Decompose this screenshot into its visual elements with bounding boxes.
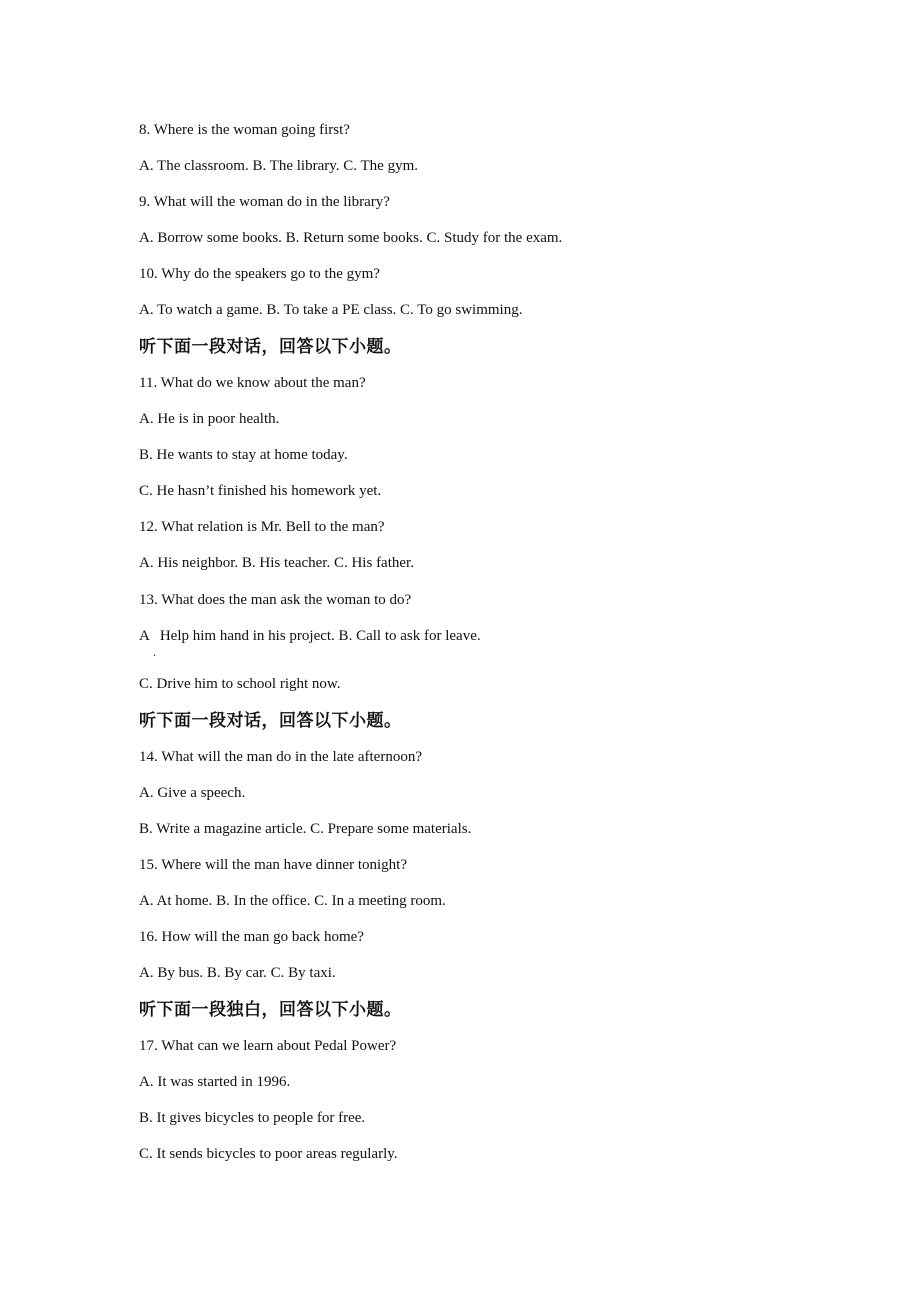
question-13-option-c: C. Drive him to school right now. — [139, 676, 341, 692]
question-14: 14. What will the man do in the late afternoon? — [139, 749, 422, 765]
question-17: 17. What can we learn about Pedal Power? — [139, 1038, 397, 1054]
section-heading-monologue: 听下面一段独白，回答以下小题。 — [139, 1000, 402, 1020]
stray-period-mark: . — [153, 645, 156, 659]
question-11: 11. What do we know about the man? — [139, 375, 366, 391]
question-16-options: A. By bus. B. By car. C. By taxi. — [139, 965, 336, 981]
question-13-option-a-b-text: Help him hand in his project. B. Call to ask for leave. — [159, 628, 481, 644]
question-13-options-ab — [139, 627, 481, 645]
question-14-option-a: A. Give a speech. — [139, 785, 246, 801]
question-11-option-a: A. He is in poor health. — [139, 411, 280, 427]
question-11-option-b: B. He wants to stay at home today. — [139, 447, 348, 463]
question-12: 12. What relation is Mr. Bell to the man? — [139, 519, 385, 535]
question-10-options: A. To watch a game. B. To take a PE class. C. To go swimming. — [139, 302, 523, 318]
question-8-options: A. The classroom. B. The library. C. The gym. — [139, 158, 418, 174]
question-17-option-b: B. It gives bicycles to people for free. — [139, 1110, 366, 1126]
question-17-option-c: C. It sends bicycles to poor areas regularly. — [139, 1146, 398, 1162]
question-12-options: A. His neighbor. B. His teacher. C. His father. — [139, 555, 414, 571]
section-heading-dialogue: 听下面一段对话，回答以下小题。 — [139, 337, 402, 357]
question-14-options-bc: B. Write a magazine article. C. Prepare some materials. — [139, 821, 472, 837]
section-heading-dialogue-2: 听下面一段对话，回答以下小题。 — [139, 711, 402, 731]
question-9-options: A. Borrow some books. B. Return some books. C. Study for the exam. — [139, 230, 563, 246]
question-17-option-a: A. It was started in 1996. — [139, 1074, 291, 1090]
question-8: 8. Where is the woman going first? — [139, 122, 350, 138]
question-15-options: A. At home. B. In the office. C. In a meeting room. — [139, 893, 446, 909]
question-16: 16. How will the man go back home? — [139, 929, 364, 945]
question-13-option-a-label: A — [139, 628, 150, 644]
question-10: 10. Why do the speakers go to the gym? — [139, 266, 380, 282]
question-15: 15. Where will the man have dinner tonight? — [139, 857, 407, 873]
question-13: 13. What does the man ask the woman to do? — [139, 592, 412, 608]
question-11-option-c: C. He hasn’t finished his homework yet. — [139, 483, 382, 499]
question-9: 9. What will the woman do in the library? — [139, 194, 390, 210]
